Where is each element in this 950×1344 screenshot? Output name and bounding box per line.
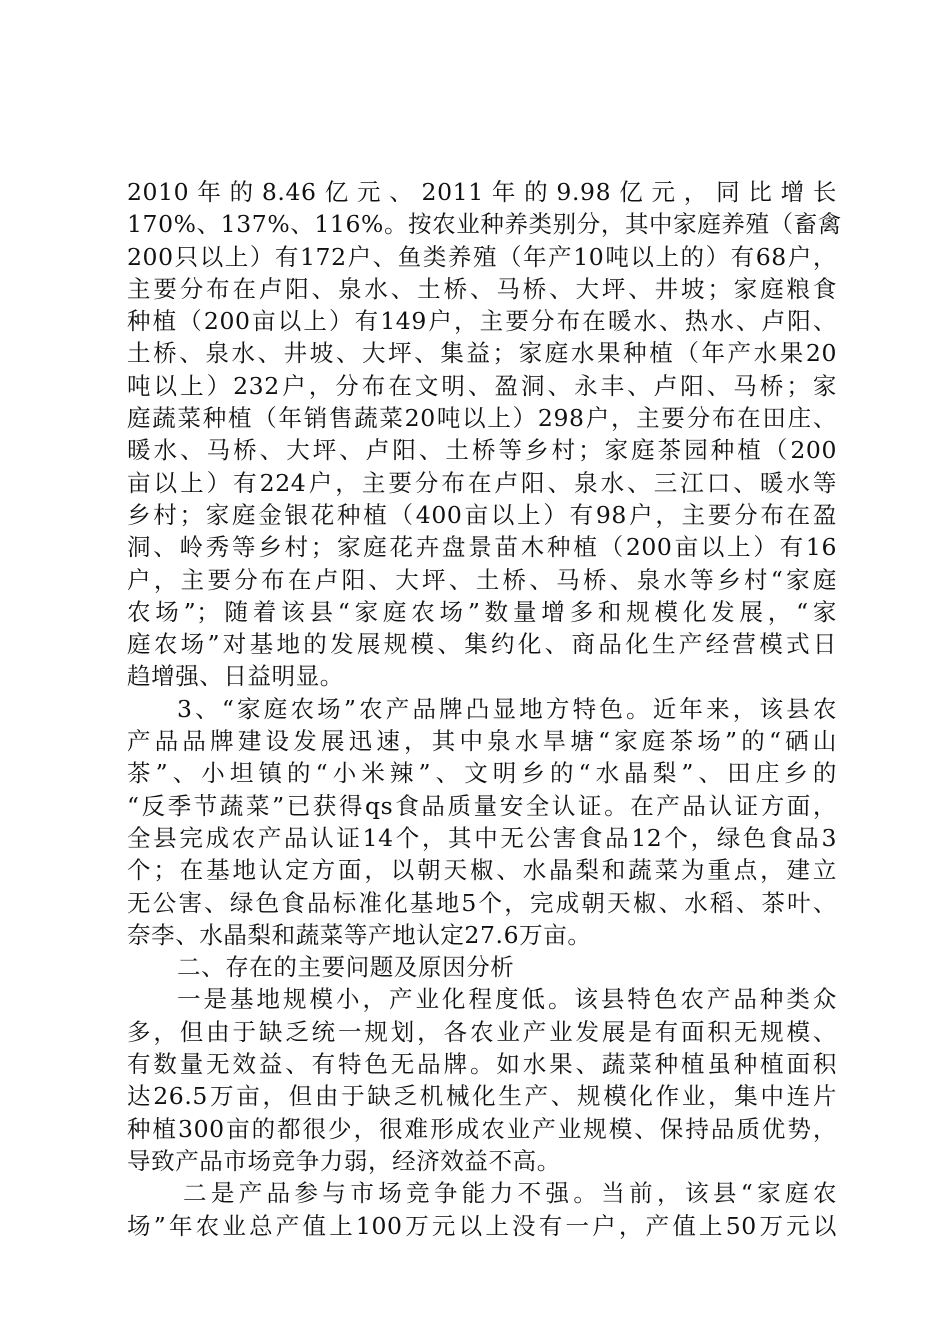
text-line: 乡村；家庭金银花种植（400亩以上）有98户，主要分布在盈 bbox=[127, 500, 837, 529]
text-line: 户，主要分布在卢阳、大坪、土桥、马桥、泉水等乡村“家庭 bbox=[127, 565, 837, 594]
text-line: 产品品牌建设发展迅速，其中泉水旱塘“家庭茶场”的“硒山 bbox=[127, 727, 837, 756]
paragraph-end-line: 奈李、水晶梨和蔬菜等产地认定27.6万亩。 bbox=[127, 920, 592, 949]
text-line: 主要分布在卢阳、泉水、土桥、马桥、大坪、井坡；家庭粮食 bbox=[127, 274, 837, 303]
text-line: 个；在基地认定方面，以朝天椒、水晶梨和蔬菜为重点，建立 bbox=[127, 856, 837, 885]
text-line: 亩以上）有224户，主要分布在卢阳、泉水、三江口、暖水等 bbox=[127, 468, 837, 497]
text-line: 2010 年 的 8.46 亿 元 、 2011 年 的 9.98 亿 元 ， 同 比 增 长 bbox=[127, 178, 837, 206]
text-line: 种植（200亩以上）有149户，主要分布在暖水、热水、卢阳、 bbox=[127, 307, 837, 336]
paragraph-start-line: 3、“家庭农场”农产品牌凸显地方特色。近年来，该县农 bbox=[177, 694, 837, 723]
text-line: 吨以上）232户，分布在文明、盈洞、永丰、卢阳、马桥；家 bbox=[127, 371, 837, 400]
text-line: 种植300亩的都很少，很难形成农业产业规模、保持品质优势， bbox=[127, 1114, 837, 1143]
text-line: 暖水、马桥、大坪、卢阳、土桥等乡村；家庭茶园种植（200 bbox=[127, 436, 837, 465]
text-line: 多，但由于缺乏统一规划，各农业产业发展是有面积无规模、 bbox=[127, 1017, 837, 1046]
text-line: 全县完成农产品认证14个，其中无公害食品12个，绿色食品3 bbox=[127, 823, 837, 852]
text-line: 达26.5万亩，但由于缺乏机械化生产、规模化作业，集中连片 bbox=[127, 1082, 837, 1111]
text-line: 洞、岭秀等乡村；家庭花卉盘景苗木种植（200亩以上）有16 bbox=[127, 533, 837, 562]
text-line: 有数量无效益、有特色无品牌。如水果、蔬菜种植虽种植面积 bbox=[127, 1050, 837, 1079]
text-line: 庭农场”对基地的发展规模、集约化、商品化生产经营模式日 bbox=[127, 630, 837, 659]
text-line: 土桥、泉水、井坡、大坪、集益；家庭水果种植（年产水果20 bbox=[127, 339, 837, 368]
section-heading: 二、存在的主要问题及原因分析 bbox=[177, 953, 515, 982]
text-line: “反季节蔬菜”已获得qs食品质量安全认证。在产品认证方面， bbox=[127, 791, 837, 820]
paragraph-end-line: 导致产品市场竞争力弱，经济效益不高。 bbox=[127, 1146, 561, 1175]
text-line: 茶”、小坦镇的“小米辣”、文明乡的“水晶梨”、田庄乡的 bbox=[127, 759, 837, 788]
text-line: 200只以上）有172户、鱼类养殖（年产10吨以上的）有68户， bbox=[127, 242, 837, 271]
paragraph-end-line: 趋增强、日益明显。 bbox=[127, 662, 344, 691]
text-line: 场”年农业总产值上100万元以上没有一户，产值上50万元以 bbox=[127, 1211, 837, 1240]
text-line: 无公害、绿色食品标准化基地5个，完成朝天椒、水稻、茶叶、 bbox=[127, 888, 837, 917]
text-line: 农场”；随着该县“家庭农场”数量增多和规模化发展，“家 bbox=[127, 597, 837, 626]
text-line: 170%、137%、116%。按农业种养类别分，其中家庭养殖（畜禽 bbox=[127, 210, 842, 239]
text-line: 庭蔬菜种植（年销售蔬菜20吨以上）298户，主要分布在田庄、 bbox=[127, 404, 837, 433]
paragraph-start-line: 二是产品参与市场竞争能力不强。当前，该县“家庭农 bbox=[183, 1179, 837, 1208]
body-text bbox=[127, 176, 842, 1242]
paragraph-start-line: 一是基地规模小，产业化程度低。该县特色农产品种类众 bbox=[177, 985, 837, 1014]
